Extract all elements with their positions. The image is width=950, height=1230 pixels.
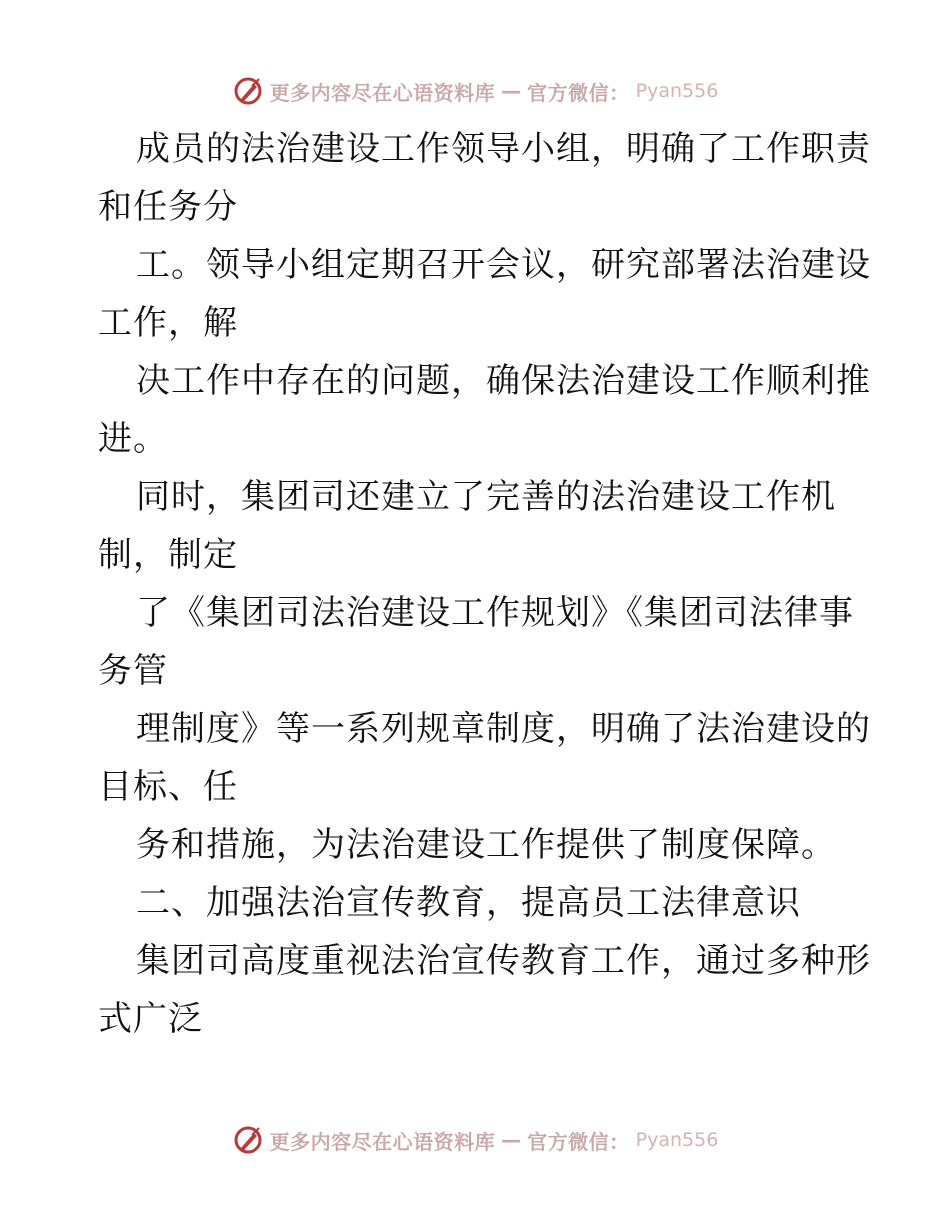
watermark-brand: 更多内容尽在心语资料库 — [269, 1129, 496, 1154]
text-line: 进。 — [98, 419, 168, 459]
text-line: 工。领导小组定期召开会议，研究部署法治建设 — [136, 245, 871, 285]
document-body — [98, 120, 871, 1048]
header-watermark — [0, 71, 950, 111]
watermark-separator: — — [501, 79, 522, 103]
text-line: 工作，解 — [98, 303, 238, 343]
text-line: 了《集团司法治建设工作规划》《集团司法律事 — [136, 593, 854, 633]
footer-watermark — [0, 1120, 950, 1160]
watermark-label: 官方微信： — [527, 1129, 630, 1154]
quill-logo-icon — [232, 1124, 264, 1156]
text-line: 务和措施，为法治建设工作提供了制度保障。 — [136, 825, 836, 865]
watermark-account: Pyan556 — [635, 80, 719, 102]
quill-logo-icon — [232, 75, 264, 107]
section-heading: 二、加强法治宣传教育，提高员工法律意识 — [136, 883, 801, 923]
text-line: 制，制定 — [98, 535, 238, 575]
text-line: 务管 — [98, 651, 168, 691]
watermark-account: Pyan556 — [635, 1129, 719, 1151]
text-line: 式广泛 — [98, 999, 203, 1039]
text-line: 集团司高度重视法治宣传教育工作，通过多种形 — [136, 941, 871, 981]
watermark-brand: 更多内容尽在心语资料库 — [269, 80, 496, 105]
text-line: 目标、任 — [98, 767, 238, 807]
text-line: 理制度》等一系列规章制度，明确了法治建设的 — [136, 709, 871, 749]
text-line: 决工作中存在的问题，确保法治建设工作顺利推 — [136, 361, 871, 401]
watermark-label: 官方微信： — [527, 80, 630, 105]
text-line: 和任务分 — [98, 187, 238, 227]
watermark-separator: — — [501, 1128, 522, 1152]
text-line: 同时，集团司还建立了完善的法治建设工作机 — [136, 477, 836, 517]
text-line: 成员的法治建设工作领导小组，明确了工作职责 — [136, 129, 871, 169]
